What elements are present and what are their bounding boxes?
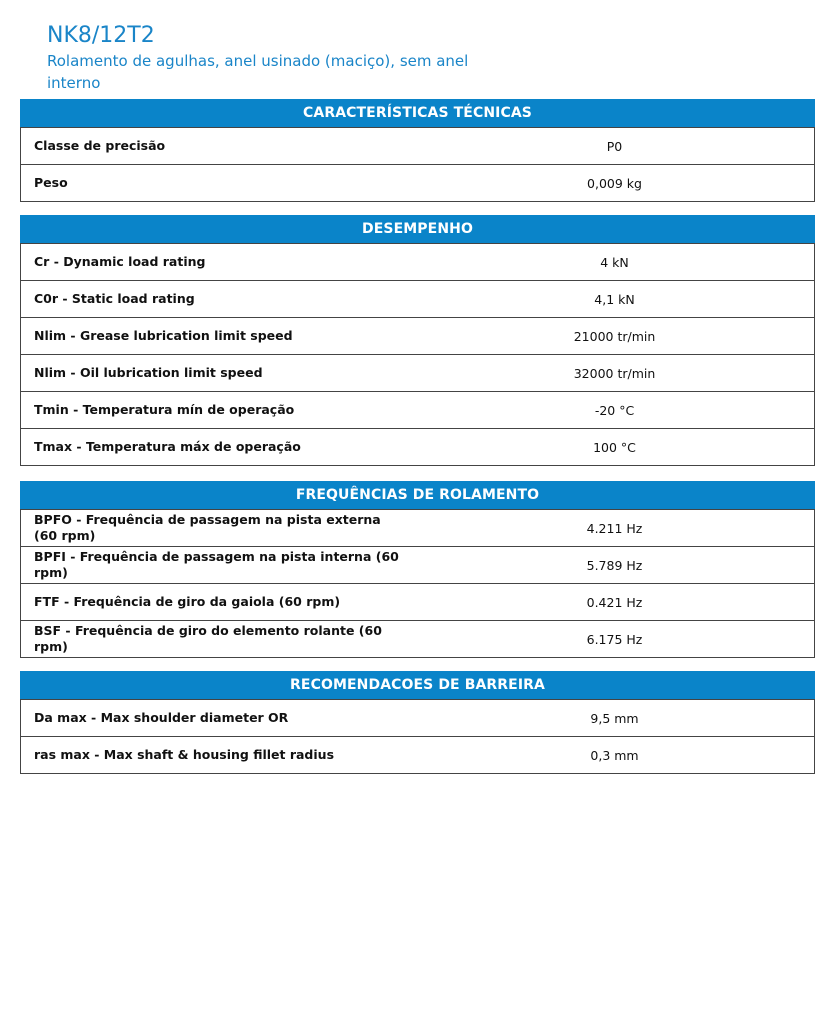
section-barrier-recommendations <box>20 671 815 774</box>
row-value: 4 kN <box>600 254 629 270</box>
section-performance <box>20 215 815 466</box>
row-label: Nlim - Oil lubrication limit speed <box>34 365 263 380</box>
row-label: Da max - Max shoulder diameter OR <box>34 710 289 725</box>
section-title: FREQUÊNCIAS DE ROLAMENTO <box>20 481 815 509</box>
row-value: 0,009 kg <box>587 175 642 191</box>
row-value: 0,3 mm <box>590 747 639 763</box>
row-label: C0r - Static load rating <box>34 291 195 306</box>
section-title: CARACTERÍSTICAS TÉCNICAS <box>20 99 815 127</box>
row-label: FTF - Frequência de giro da gaiola (60 rpm) <box>34 594 341 609</box>
row-label: BPFO - Frequência de passagem na pista externa (60 rpm) <box>34 512 381 543</box>
table-row <box>20 583 815 620</box>
page-header <box>47 22 487 94</box>
row-value: 5.789 Hz <box>586 557 643 573</box>
table-row <box>20 699 815 736</box>
table-row <box>20 354 815 391</box>
row-value: 9,5 mm <box>590 710 639 726</box>
row-label: Cr - Dynamic load rating <box>34 254 206 269</box>
row-value: 21000 tr/min <box>573 328 656 344</box>
table-row <box>20 509 815 546</box>
product-title: NK8/12T2 <box>47 23 155 48</box>
section-title: RECOMENDACOES DE BARREIRA <box>20 671 815 699</box>
row-label: ras max - Max shaft & housing fillet radius <box>34 747 335 762</box>
table-row <box>20 736 815 774</box>
row-value: 0.421 Hz <box>586 594 643 610</box>
row-label: Nlim - Grease lubrication limit speed <box>34 328 293 343</box>
table-row <box>20 546 815 583</box>
row-value: P0 <box>606 138 623 154</box>
section-technical-characteristics <box>20 99 815 202</box>
table-row <box>20 243 815 280</box>
row-value: 4.211 Hz <box>586 520 643 536</box>
section-title: DESEMPENHO <box>20 215 815 243</box>
table-row <box>20 280 815 317</box>
row-label: BSF - Frequência de giro do elemento rolante (60 rpm) <box>34 623 382 654</box>
table-row <box>20 620 815 658</box>
row-value: -20 °C <box>594 402 635 418</box>
table-row <box>20 391 815 428</box>
row-value: 4,1 kN <box>594 291 635 307</box>
table-row <box>20 428 815 466</box>
row-label: Tmax - Temperatura máx de operação <box>34 439 301 454</box>
section-bearing-frequencies <box>20 481 815 658</box>
table-row <box>20 164 815 202</box>
row-value: 32000 tr/min <box>573 365 656 381</box>
row-label: BPFI - Frequência de passagem na pista interna (60 rpm) <box>34 549 399 580</box>
row-label: Classe de precisão <box>34 138 166 153</box>
product-subtitle: Rolamento de agulhas, anel usinado (maciço), sem anel interno <box>47 52 469 92</box>
row-label: Tmin - Temperatura mín de operação <box>34 402 295 417</box>
table-row <box>20 317 815 354</box>
row-value: 6.175 Hz <box>586 631 643 647</box>
row-label: Peso <box>34 175 68 190</box>
row-value: 100 °C <box>593 439 636 455</box>
table-row <box>20 127 815 164</box>
